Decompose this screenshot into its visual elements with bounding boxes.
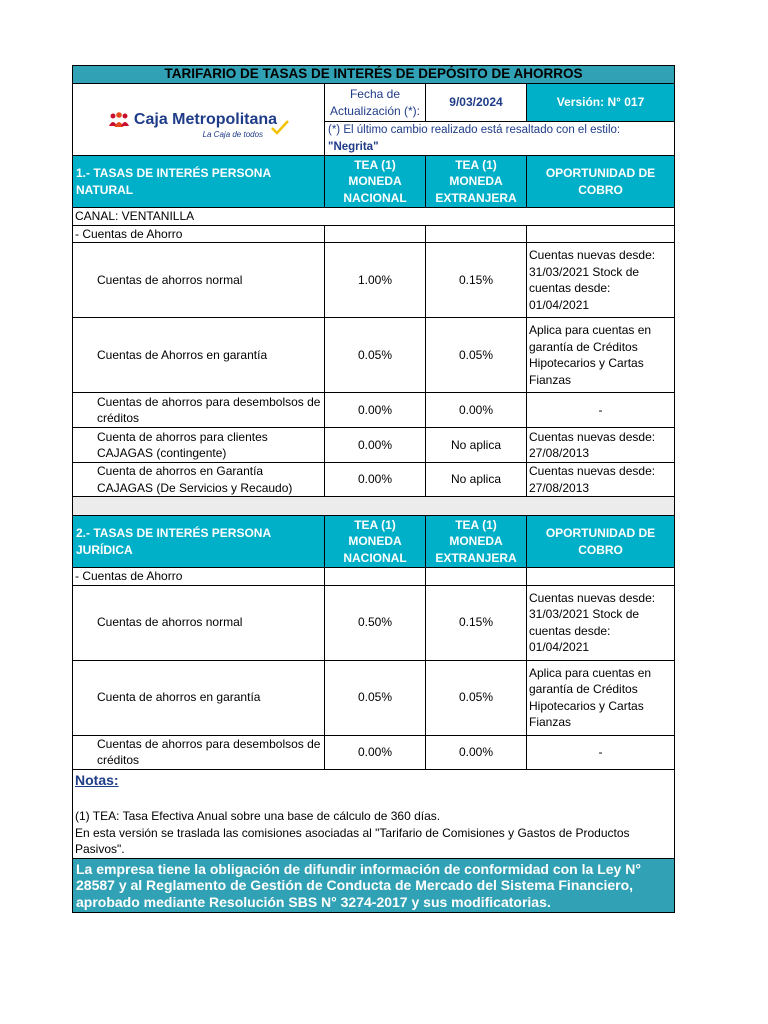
version-label: Versión: N° 017 [527,84,675,122]
table-row: Cuentas de ahorros normal 0.50% 0.15% Cuentas nuevas desde: 31/03/2021 Stock de cuentas desde: 01/04/2021 [73,585,675,660]
notas-section [73,769,675,858]
cambio-note: (*) El último cambio realizado está resaltado con el estilo: "Negrita" [325,122,675,156]
page-title: TARIFARIO DE TASAS DE INTERÉS DE DEPÓSITO DE AHORROS [73,66,675,84]
canal-label: CANAL: VENTANILLA [73,208,675,226]
nota-1: (1) TEA: Tasa Efectiva Anual sobre una base de cálculo de 360 días. [75,809,441,823]
table-row: Cuentas de ahorros para desembolsos de créditos 0.00% 0.00% - [73,393,675,428]
fecha-label: Fecha de Actualización (*): [325,84,426,122]
logo-people-icon [108,112,130,128]
nota-2: En esta versión se traslada las comisiones asociadas al "Tarifario de Comisiones y Gastos de Productos Pasivos". [75,825,630,856]
fecha-value: 9/03/2024 [426,84,527,122]
caja-metropolitana-logo [75,105,322,139]
table-row: Cuentas de Ahorros en garantía 0.05% 0.05% Aplica para cuentas en garantía de Créditos Hipotecarios y Cartas Fianzas [73,318,675,393]
table-row: Cuenta de ahorros en Garantía CAJAGAS (De Servicios y Recaudo) 0.00% No aplica Cuentas nuevas desde: 27/08/2013 [73,463,675,497]
legal-footer: La empresa tiene la obligación de difundir información de conformidad con la Ley N° 28587 y al Reglamento de Gestión de Conducta de Mercado del Sistema Financiero, aprobado mediante Resolución SBS N° 3274-2017 y sus modificatorias. [73,858,675,913]
notas-title: Notas: [75,771,119,788]
logo-tagline: La Caja de todos [202,129,264,139]
section1-group: - Cuentas de Ahorro [73,225,325,243]
section1-col-op: OPORTUNIDAD DE COBRO [527,156,675,208]
section2-col-me: TEA (1) MONEDA EXTRANJERA [426,516,527,568]
table-row: Cuenta de ahorros para clientes CAJAGAS (contingente) 0.00% No aplica Cuentas nuevas desde: 27/08/2013 [73,428,675,463]
table-row: Cuentas de ahorros para desembolsos de créditos 0.00% 0.00% - [73,735,675,769]
section2-group: - Cuentas de Ahorro [73,568,325,586]
section1-title: 1.- TASAS DE INTERÉS PERSONA NATURAL [73,156,325,208]
section1-col-me: TEA (1) MONEDA EXTRANJERA [426,156,527,208]
table-row: Cuenta de ahorros en garantía 0.05% 0.05% Aplica para cuentas en garantía de Créditos Hipotecarios y Cartas Fianzas [73,660,675,735]
section-spacer [73,497,675,516]
logo-name: Caja Metropolitana [133,110,278,128]
cambio-style: "Negrita" [328,140,379,153]
section2-col-mn: TEA (1) MONEDA NACIONAL [325,516,426,568]
section1-col-mn: TEA (1) MONEDA NACIONAL [325,156,426,208]
logo-cell [73,84,325,156]
table-row: Cuentas de ahorros normal 1.00% 0.15% Cuentas nuevas desde: 31/03/2021 Stock de cuentas desde: 01/04/2021 [73,243,675,318]
section2-title: 2.- TASAS DE INTERÉS PERSONA JURÍDICA [73,516,325,568]
tarifario-table [72,65,675,913]
section2-col-op: OPORTUNIDAD DE COBRO [527,516,675,568]
